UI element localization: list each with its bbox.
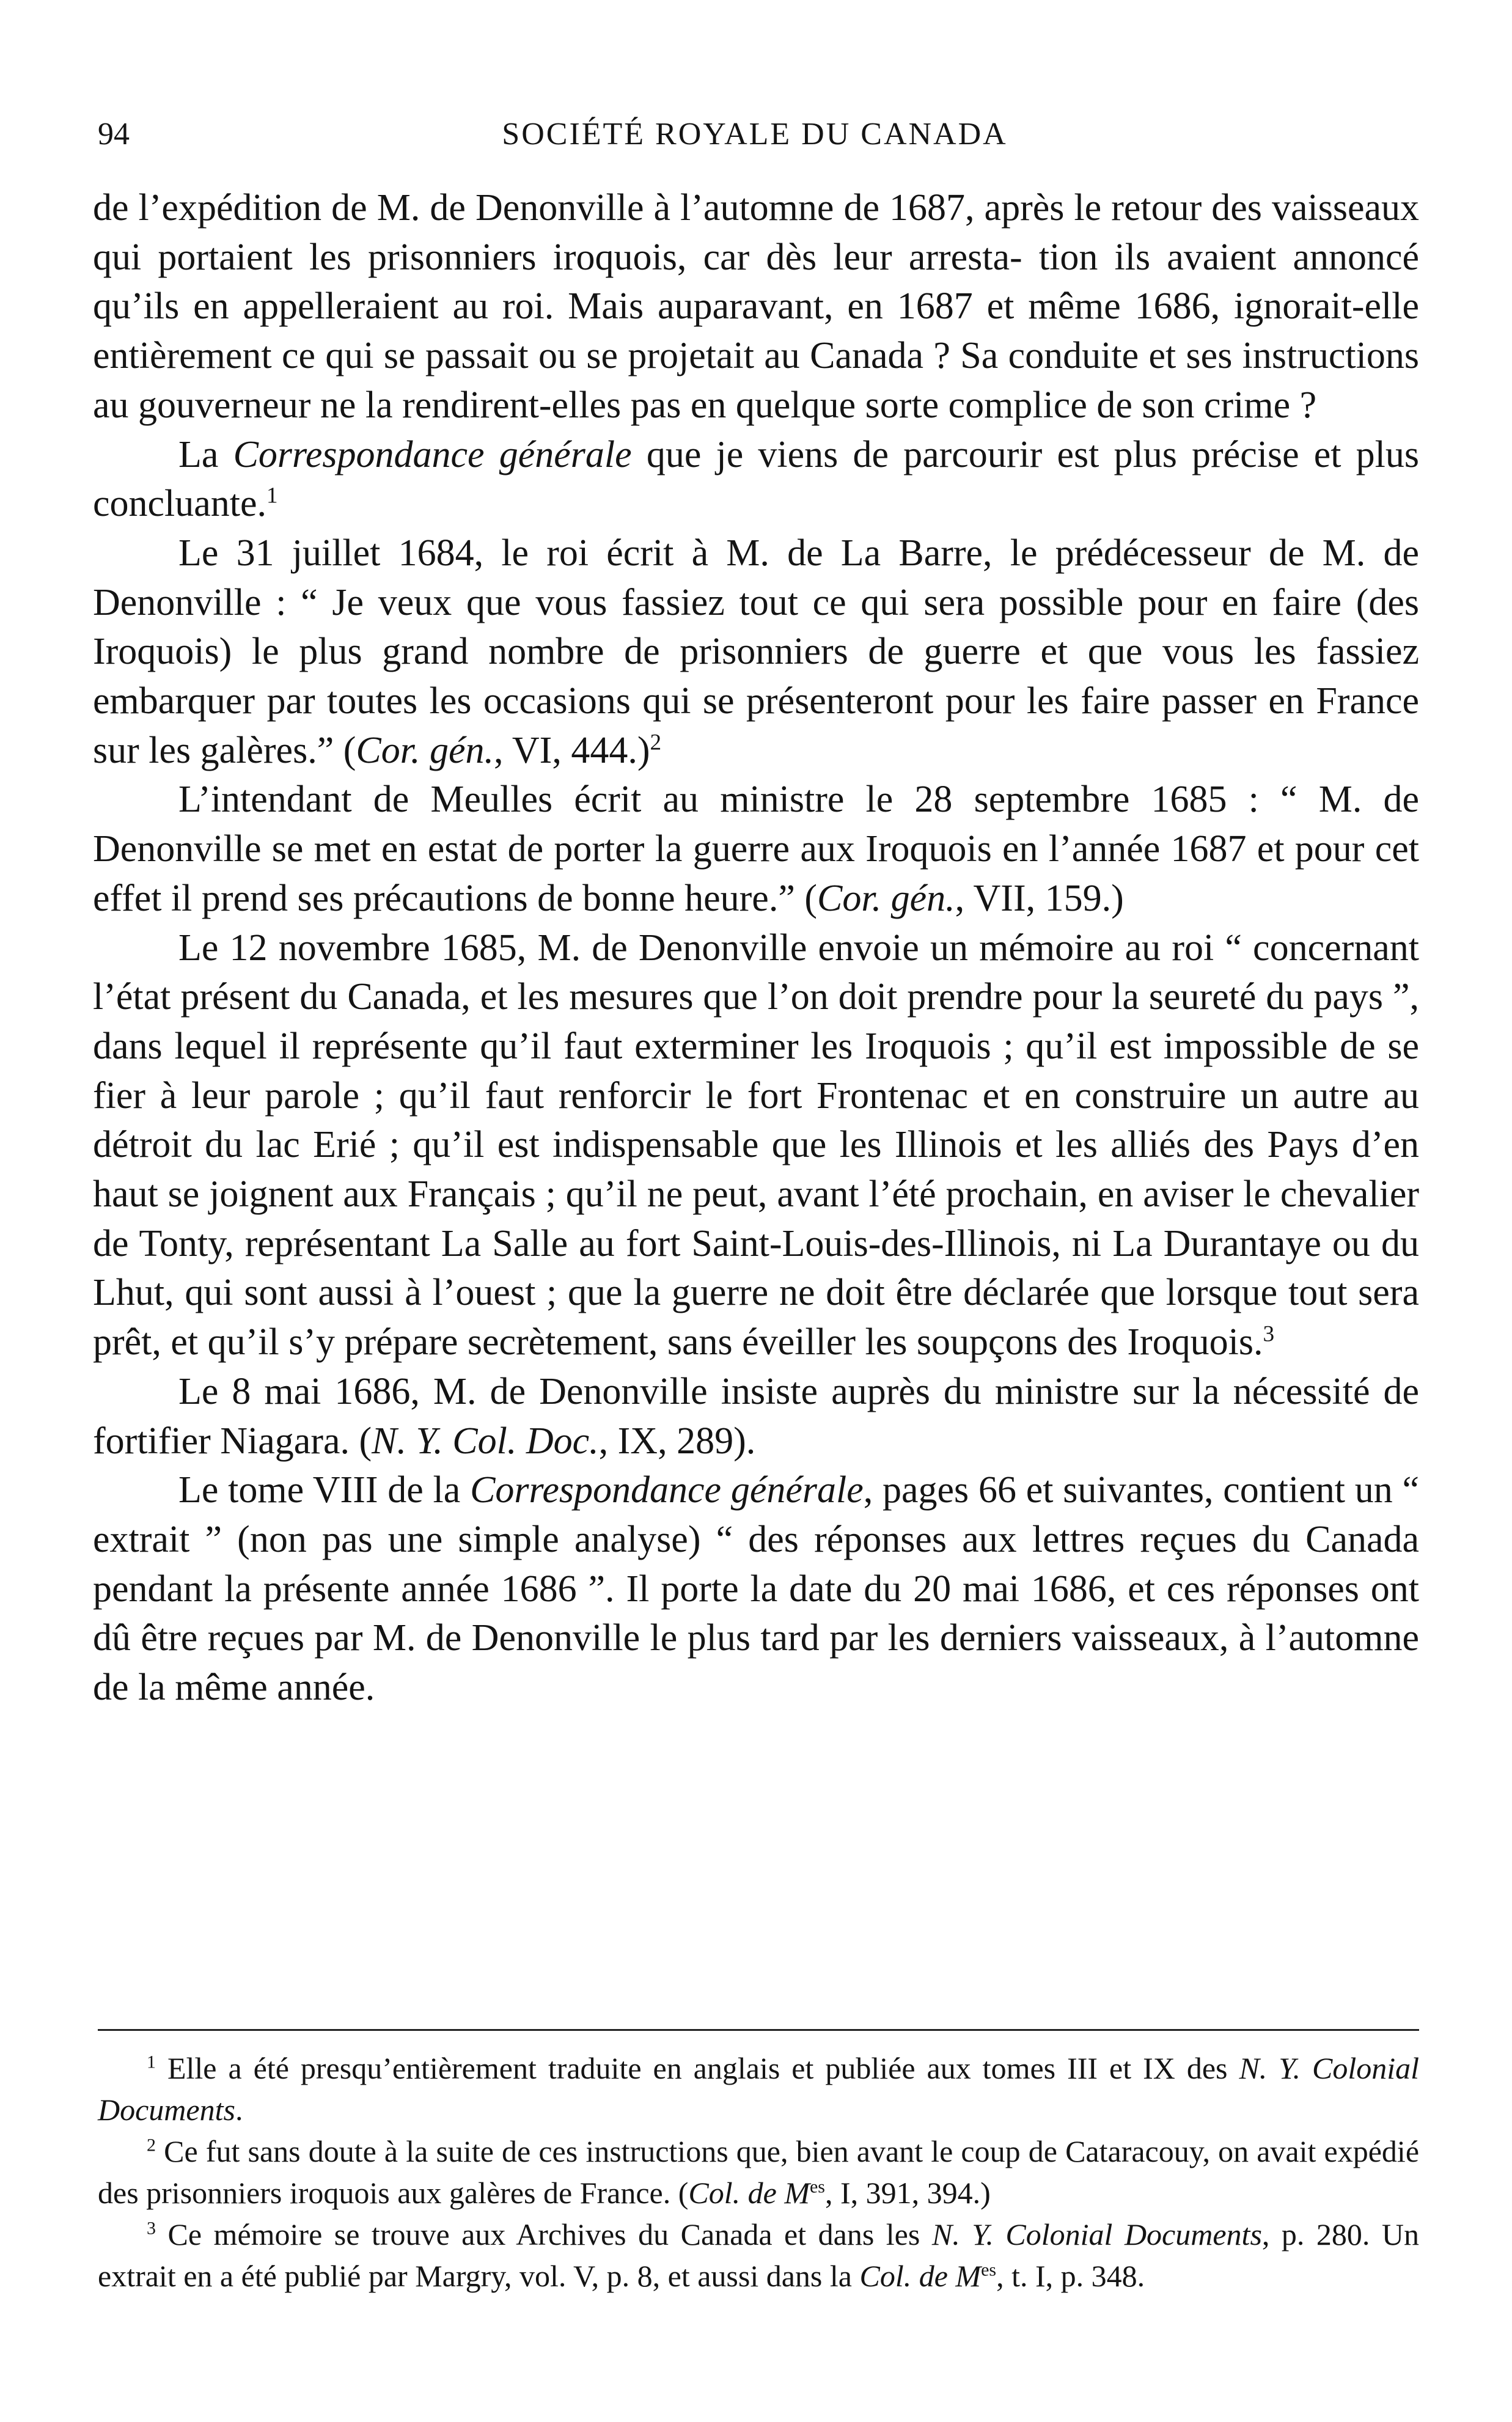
- text-run: La: [178, 433, 219, 475]
- paragraph-opening: [93, 183, 1419, 430]
- italic-citation: N. Y. Colonial Documents: [98, 2051, 1420, 2127]
- footnote-number: 3: [147, 2218, 156, 2239]
- page-header: [98, 110, 1412, 159]
- footnotes: [98, 2047, 1419, 2297]
- paragraph: [93, 1367, 1419, 1466]
- text-run: , pages 66 et suivantes, contient un “ extrait ” (non pas une simple analyse) “ des réponses aux lettres reçues du Canada pendant la présente année 1686 ”. Il porte la date du 20 mai 1686, et ces réponses ont dû être reçues par M. de Denonville le plus tard par les derniers vaisseaux, à l’automne de la même année.: [93, 1469, 1420, 1709]
- italic-citation: N. Y. Colonial Documents: [931, 2217, 1262, 2251]
- italic-title: Correspondance générale: [470, 1469, 864, 1511]
- footnote-divider: [98, 2029, 1419, 2031]
- italic-citation: Cor. gén.: [817, 877, 955, 919]
- footnote-text: .: [235, 2093, 243, 2127]
- superscript-abbrev: es: [809, 2176, 825, 2197]
- footnote-number: 1: [147, 2052, 156, 2072]
- text-line: des vaisseaux qui portaient les prisonniers iroquois, car dès leur arresta-: [93, 187, 1420, 278]
- italic-citation: N. Y. Col. Doc.: [372, 1420, 599, 1462]
- text-run: Le 12 novembre 1685, M. de Denonville envoie un mémoire au roi “ concernant l’état présent du Canada, et les mesures que l’on doit prendre pour la seureté du pays ”, dans lequel il représente qu’il faut exterminer les Iroquois ; qu’il est impossible de se fier à leur parole ; qu’il faut renforcir le fort Frontenac et en construire un autre au détroit du lac Erié ; qu’il est indispensable que les Illinois et les alliés des Pays d’en haut se joignent aux Français ; qu’il ne peut, avant l’été prochain, en aviser le chevalier de Tonty, représentant La Salle au fort Saint-Louis-des-Illinois, ni La Durantaye ou du Lhut, qui sont aussi à l’ouest ; que la guerre ne doit être déclarée que lorsque tout sera prêt, et qu’il s’y prépare secrètement, sans éveiller les soupçons des Iroquois.: [93, 927, 1419, 1363]
- text-run: Le 31 juillet 1684, le roi écrit à M. de La Barre, le prédécesseur de M. de Denonville : “ Je veux que vous fassiez tout ce qui sera possible pour en faire (des Iroquois) le plus grand nombre de prisonniers de guerre et que vous les fassiez embarquer par toutes les occasions qui se présenteront pour les faire passer en France sur les galères.” (: [93, 532, 1419, 771]
- text-line: projetait au Canada ? Sa conduite et ses instructions au gouverneur ne la: [93, 335, 1419, 426]
- footnote-ref: 3: [1263, 1321, 1275, 1347]
- text-run: Le 8 mai 1686, M. de Denonville insiste auprès du ministre sur la nécessité de fortifier Niagara. (: [93, 1370, 1419, 1462]
- page-number: 94: [98, 117, 130, 152]
- footnote-text: Ce fut sans doute à la suite de ces instructions que, bien avant le coup de Cataracouy, on avait expédié des prisonniers iroquois aux galères de France. (: [98, 2134, 1420, 2210]
- footnote-text: , I, 391, 394.): [824, 2176, 991, 2210]
- text-run: L’intendant de Meulles écrit au ministre le 28 septembre 1685 : “ M. de Denonville se met en estat de porter la guerre aux Iroquois en l’année 1687 et pour cet effet il prend ses précautions de bonne heure.” (: [93, 779, 1419, 919]
- footnote-ref: 1: [266, 483, 278, 508]
- text-run: , VI, 444.): [494, 729, 650, 771]
- text-line: rendirent-elles pas en quelque sorte complice de son crime ?: [402, 384, 1317, 426]
- italic-citation: Col. de M: [688, 2176, 810, 2210]
- footnote-text: Ce mémoire se trouve aux Archives du Canada et dans les: [167, 2217, 920, 2251]
- italic-citation: Col. de M: [859, 2259, 982, 2293]
- paragraph: [93, 430, 1419, 529]
- footnote-1: [98, 2047, 1419, 2130]
- footnote-ref: 2: [650, 730, 662, 755]
- paragraph: [93, 775, 1419, 923]
- footnote-text: Elle a été presqu’entièrement traduite en anglais et publiée aux tomes III et IX des: [167, 2051, 1228, 2085]
- superscript-abbrev: es: [981, 2259, 997, 2280]
- paragraph: [93, 1466, 1419, 1712]
- footnote-3: [98, 2214, 1419, 2297]
- text-run: , VII, 159.): [955, 877, 1124, 919]
- text-run: Le tome VIII de la: [178, 1469, 461, 1511]
- paragraph: [93, 529, 1419, 776]
- text-line: tion ils avaient annoncé qu’ils en appelleraient au roi. Mais auparavant,: [93, 236, 1420, 328]
- text-run: que je viens de parcourir est plus précise et plus concluante.: [93, 433, 1420, 525]
- text-line: en 1687 et même 1686, ignorait-elle entièrement ce qui se passait ou se: [93, 285, 1420, 377]
- text-line: de l’expédition de M. de Denonville à l’automne de 1687, après le retour: [93, 187, 1202, 229]
- footnote-text: , p. 280. Un extrait en a été publié par Margry, vol. V, p. 8, et aussi dans la: [98, 2217, 1420, 2293]
- footnote-2: [98, 2130, 1419, 2214]
- paragraph: [93, 923, 1419, 1367]
- body-text: [93, 183, 1419, 1712]
- footnote-number: 2: [147, 2135, 156, 2156]
- running-head: SOCIÉTÉ ROYALE DU CANADA: [502, 117, 1008, 152]
- text-run: , IX, 289).: [598, 1420, 756, 1462]
- italic-title: Correspondance générale: [233, 433, 632, 475]
- italic-citation: Cor. gén.: [356, 729, 494, 771]
- footnote-text: , t. I, p. 348.: [996, 2259, 1145, 2293]
